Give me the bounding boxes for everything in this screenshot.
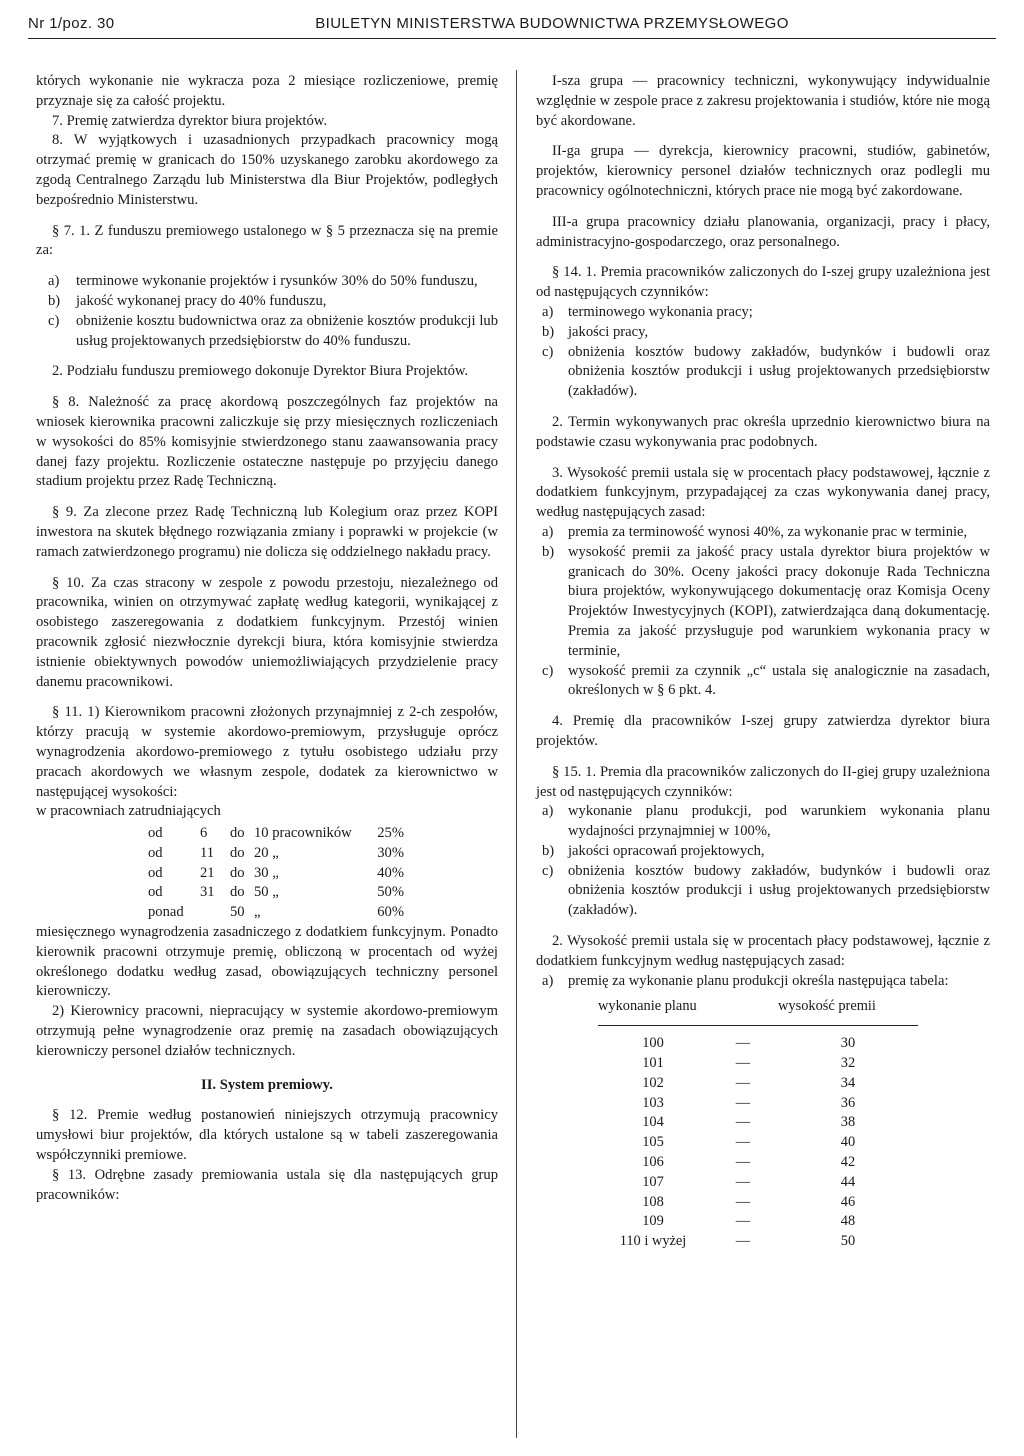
table-cell-dash: — [735,1055,751,1072]
section-15: § 15. 1. Premia dla pracowników zaliczonych do II-giej grupy uzależniona jest od następujących czynników: [536,763,990,800]
group-2: II-ga grupa — dyrekcja, kierownicy pracowni, studiów, gabinetów, projektów, kierownicy personel działów technicznych oraz podlegli mu pracownicy ogólnotechniczni, których prace nie mogą być zakordowane. [536,143,990,199]
table-cell-premium: 30 [840,1035,856,1052]
section-7-2: 2. Podziału funduszu premiowego dokonuje Dyrektor Biura Projektów. [52,363,469,380]
section-11: § 11. 1) Kierownikom pracowni złożonych przynajmniej z 2-ch zespołów, którzy pracują w systemie akordowo-premiowym, przysługuje oprócz wynagrodzenia akordowo-premiowego z tytułu osobistego udziału przy pracach akordowych we własnym zespole, dodatek za kierownictwo w następującej wysokości: [36,704,498,800]
tier-table [148,824,498,923]
list-text: jakości pracy, [568,323,649,340]
bulletin-title: BIULETYN MINISTERSTWA BUDOWNICTWA PRZEMYSŁOWEGO [315,14,789,32]
section-14-4: 4. Premię dla pracowników I-szej grupy zatwierdza dyrektor biura projektów. [536,713,990,749]
list-text: obniżenie kosztu budownictwa oraz za obniżenie kosztów produkcji lub usług projektowanych przedsiębiorstw do 40% funduszu. [76,312,498,349]
table-cell-dash: — [735,1193,751,1210]
table-row [598,1212,918,1232]
table-cell-premium: 44 [840,1173,856,1190]
tier-cell: do [230,884,245,901]
list-label: a) [542,303,554,320]
list-item [542,862,990,921]
table-row [598,1173,918,1193]
list-label: b) [542,842,555,859]
tier-row [148,864,498,884]
table-cell-plan: 107 [642,1173,664,1190]
table-cell-premium: 40 [840,1134,856,1151]
table-cell-dash: — [735,1094,751,1111]
list-text: terminowego wykonania pracy; [568,303,753,320]
table-cell-plan: 108 [642,1193,664,1210]
tier-cell: 6 [200,825,208,842]
table-cell-dash: — [735,1074,751,1091]
list-item [48,272,498,292]
tier-cell: 31 [200,884,215,901]
list-text: obniżenia kosztów budowy zakładów, budynków i budowli oraz obniżenia kosztów produkcji i usług projektowanych przedsiębiorstw (zakładów). [568,862,990,919]
list-text: wykonanie planu produkcji, pod warunkiem wykonania planu wydajności przynajmniej w 100%, [568,803,990,840]
column-header: wysokość premii [778,997,918,1025]
page-number: Nr 1/poz. 30 [28,14,115,32]
tier-cell: 10 pracowników [254,825,352,842]
tier-cell: od [148,844,163,861]
table-cell-premium: 46 [840,1193,856,1210]
table-cell-dash: — [735,1233,751,1250]
table-cell-plan: 110 i wyżej [619,1233,687,1250]
table-row [598,1153,918,1173]
tier-cell: 60% [377,904,404,921]
list-item [542,303,990,323]
tier-row [148,824,498,844]
tier-cell: „ [254,904,261,921]
list-text: jakość wykonanej pracy do 40% funduszu, [76,292,327,309]
tier-cell: 30% [377,844,404,861]
list-label: c) [542,862,554,879]
paragraph: których wykonanie nie wykracza poza 2 miesiące rozliczeniowe, premię przyznaje się za całość projektu. [36,73,498,109]
table-cell-plan: 106 [642,1154,664,1171]
table-cell-dash: — [735,1134,751,1151]
list-text: premia za terminowość wynosi 40%, za wykonanie prac w terminie, [568,523,968,540]
tier-cell: do [230,864,245,881]
table-row [598,1232,918,1252]
list-item [542,802,990,842]
section-7-list [36,272,498,351]
column-header: wykonanie planu [598,997,708,1025]
table-cell-plan: 100 [642,1035,664,1052]
section-14-list [536,303,990,402]
section-14-3: 3. Wysokość premii ustala się w procentach płacy podstawowej, łącznie z dodatkiem funkcyjnym, przypadającej za czas wykonywania danej pracy, według następujących zasad: [536,464,990,521]
paragraph: 7. Premię zatwierdza dyrektor biura projektów. [52,112,328,129]
table-cell-plan: 101 [642,1055,664,1072]
list-item [542,842,990,862]
tier-cell: 40% [377,864,404,881]
group-3: III-a grupa pracownicy działu planowania, organizacji, pracy i płacy, administracyjno-gospodarczego, oraz personalnego. [536,213,990,250]
tier-cell: 21 [200,864,215,881]
list-text: jakości opracowań projektowych, [568,842,765,859]
table-cell-dash: — [735,1035,751,1052]
section-11-after: miesięcznego wynagrodzenia zasadniczego z dodatkiem funkcyjnym. Ponadto kierownik pracowni otrzymuje premię, obliczoną w procentach od wyżej określonego dodatku według zasad, obowiązujących techniczny personel kierowniczy. [36,924,498,1000]
table-cell-premium: 38 [840,1114,856,1131]
section-14-3-list [536,523,990,701]
tier-cell: od [148,864,163,881]
section-13: § 13. Odrębne zasady premiowania ustala się dla następujących grup pracowników: [36,1166,498,1203]
table-cell-dash: — [735,1114,751,1131]
tier-row [148,903,498,923]
section-12: § 12. Premie według postanowień niniejszych otrzymują pracownicy umysłowi biur projektów, dla których ustalone są w tabeli zaszeregowania współczynniki premiowe. [36,1107,498,1164]
list-item [542,523,990,543]
tier-cell: 50 [230,904,245,921]
list-label: b) [542,543,555,560]
tier-cell [200,903,230,923]
list-label: b) [48,292,61,309]
tier-cell: 25% [377,825,404,842]
table-cell-dash: — [735,1173,751,1190]
tier-row [148,844,498,864]
list-text: obniżenia kosztów budowy zakładów, budynków i budowli oraz obniżenia kosztów produkcji i usług projektowanych przedsiębiorstw (zakładów). [568,343,990,400]
paragraph: 8. W wyjątkowych i uzasadnionych przypadkach pracownicy mogą otrzymać premię w granicach do 150% uzyskanego zarobku akordowego za zgodą Centralnego Zarządu lub Ministerstwa dla Biur Projektów, podległych bezpośrednio Ministerstwu. [36,132,498,208]
table-row [598,1094,918,1114]
section-10: § 10. Za czas stracony w zespole z powodu przestoju, niezależnego od pracownika, winien on otrzymywać zapłatę według kategorii, wynikającej z osobistego zaszeregowania z dodatkiem funkcyjnym. Przestój winien pracownik zgłosić niezwłocznie dyrekcji biura, która komisyjnie stwierdza istnienie obiektywnych powodów uniemożliwiających przydzielenie pracy danemu pracownikowi. [36,574,498,690]
page-header [28,8,996,39]
table-cell-dash: — [735,1154,751,1171]
list-item [542,972,990,992]
tier-cell: 11 [200,844,215,861]
right-column [536,72,990,1252]
section-7: § 7. 1. Z funduszu premiowego ustalonego w § 5 przeznacza się na premie za: [36,222,498,259]
tier-cell: do [230,844,245,861]
table-row [598,1026,918,1054]
tier-cell: od [148,825,163,842]
list-label: a) [542,972,554,989]
tier-cell: 30 „ [254,864,279,881]
column-divider [516,70,517,1438]
table-cell-premium: 32 [840,1055,856,1072]
table-row [598,1054,918,1074]
list-item [48,292,498,312]
section-15-list [536,802,990,921]
section-15-2: 2. Wysokość premii ustala się w procentach płacy podstawowej, łącznie z dodatkiem funkcyjnym według następujących zasad: [536,933,990,969]
list-label: a) [542,523,554,540]
tier-cell: od [148,884,163,901]
list-item [542,543,990,662]
section-heading: II. System premiowy. [201,1076,333,1093]
tier-row [148,883,498,903]
table-cell-plan: 102 [642,1074,664,1091]
table-cell-premium: 48 [840,1213,856,1230]
list-item [542,323,990,343]
list-label: a) [542,803,554,820]
list-label: b) [542,323,555,340]
table-cell-premium: 36 [840,1094,856,1111]
list-item [542,662,990,702]
list-text: wysokość premii za czynnik „c“ ustala się analogicznie na zasadach, określonych w § 6 pkt. 4. [568,662,990,699]
section-14: § 14. 1. Premia pracowników zaliczonych do I-szej grupy uzależniona jest od następujących czynników: [536,264,990,301]
table-cell-plan: 104 [642,1114,664,1131]
section-8: § 8. Należność za pracę akordową poszczególnych faz projektów na wniosek kierownika pracowni zaliczkuje się przy miesięcznych rozliczeniach w wysokości do 85% komisyjnie stwierdzonego stanu zaawansowania pracy danej fazy projektu. Rozliczenie ostateczne następuje po przyjęciu danego stadium projektu przez Radę Techniczną. [36,394,498,490]
list-label: c) [48,312,60,329]
tier-cell: 50% [377,884,404,901]
table-row [598,1074,918,1094]
table-cell-premium: 42 [840,1154,856,1171]
list-text: premię za wykonanie planu produkcji określa następująca tabela: [568,972,949,989]
table-row [598,1133,918,1153]
section-9: § 9. Za zlecone przez Radę Techniczną lub Kolegium oraz przez KOPI inwestora na skutek błędnego rozwiązania zmiany i poprawki w projekcie (w ramach zatwierdzonego programu) nie dolicza się oddzielnego nakładu pracy. [36,504,498,560]
list-text: wysokość premii za jakość pracy ustala dyrektor biura projektów w granicach do 30%. Oceny jakości pracy dokonuje Rada Techniczna biura projektów, wykonywującego dokumentację oraz Komisja Oceny Projektów Inwestycyjnych (KOPI), zatwierdzająca daną dokumentację. Premia za jakość przysługuje pod warunkiem wykonania pracy w terminie, [568,543,990,659]
table-cell-dash: — [735,1213,751,1230]
tier-cell: do [230,825,245,842]
table-cell-plan: 109 [642,1213,664,1230]
table-cell-premium: 50 [840,1233,856,1250]
list-item [542,343,990,402]
list-label: c) [542,662,554,679]
list-label: a) [48,273,60,290]
tier-cell: 50 „ [254,884,279,901]
table-row [598,1193,918,1213]
list-text: terminowe wykonanie projektów i rysunków 30% do 50% funduszu, [76,273,478,290]
tier-cell: 20 „ [254,844,279,861]
table-cell-premium: 34 [840,1074,856,1091]
table-cell-plan: 103 [642,1094,664,1111]
tier-cell: ponad [148,904,184,921]
left-column [36,72,498,1205]
table-cell-plan: 105 [642,1134,664,1151]
table-row [598,1113,918,1133]
list-item [48,312,498,352]
section-11-intro: w pracowniach zatrudniających [36,803,221,820]
section-14-2: 2. Termin wykonywanych prac określa uprzednio kierownictwo biura na podstawie czasu wykonywania prac podobnych. [536,413,990,450]
group-1: I-sza grupa — pracownicy techniczni, wykonywujący indywidualnie względnie w zespole prace z zakresu projektowania i studiów, które nie mogą być akordowane. [536,73,990,129]
section-11-2: 2) Kierownicy pracowni, niepracujący w systemie akordowo-premiowym otrzymują pełne wynagrodzenie oraz premię na zasadach obowiązujących kierowniczy personel działów technicznych. [36,1003,498,1059]
list-label: c) [542,343,554,360]
premium-table [598,997,918,1252]
